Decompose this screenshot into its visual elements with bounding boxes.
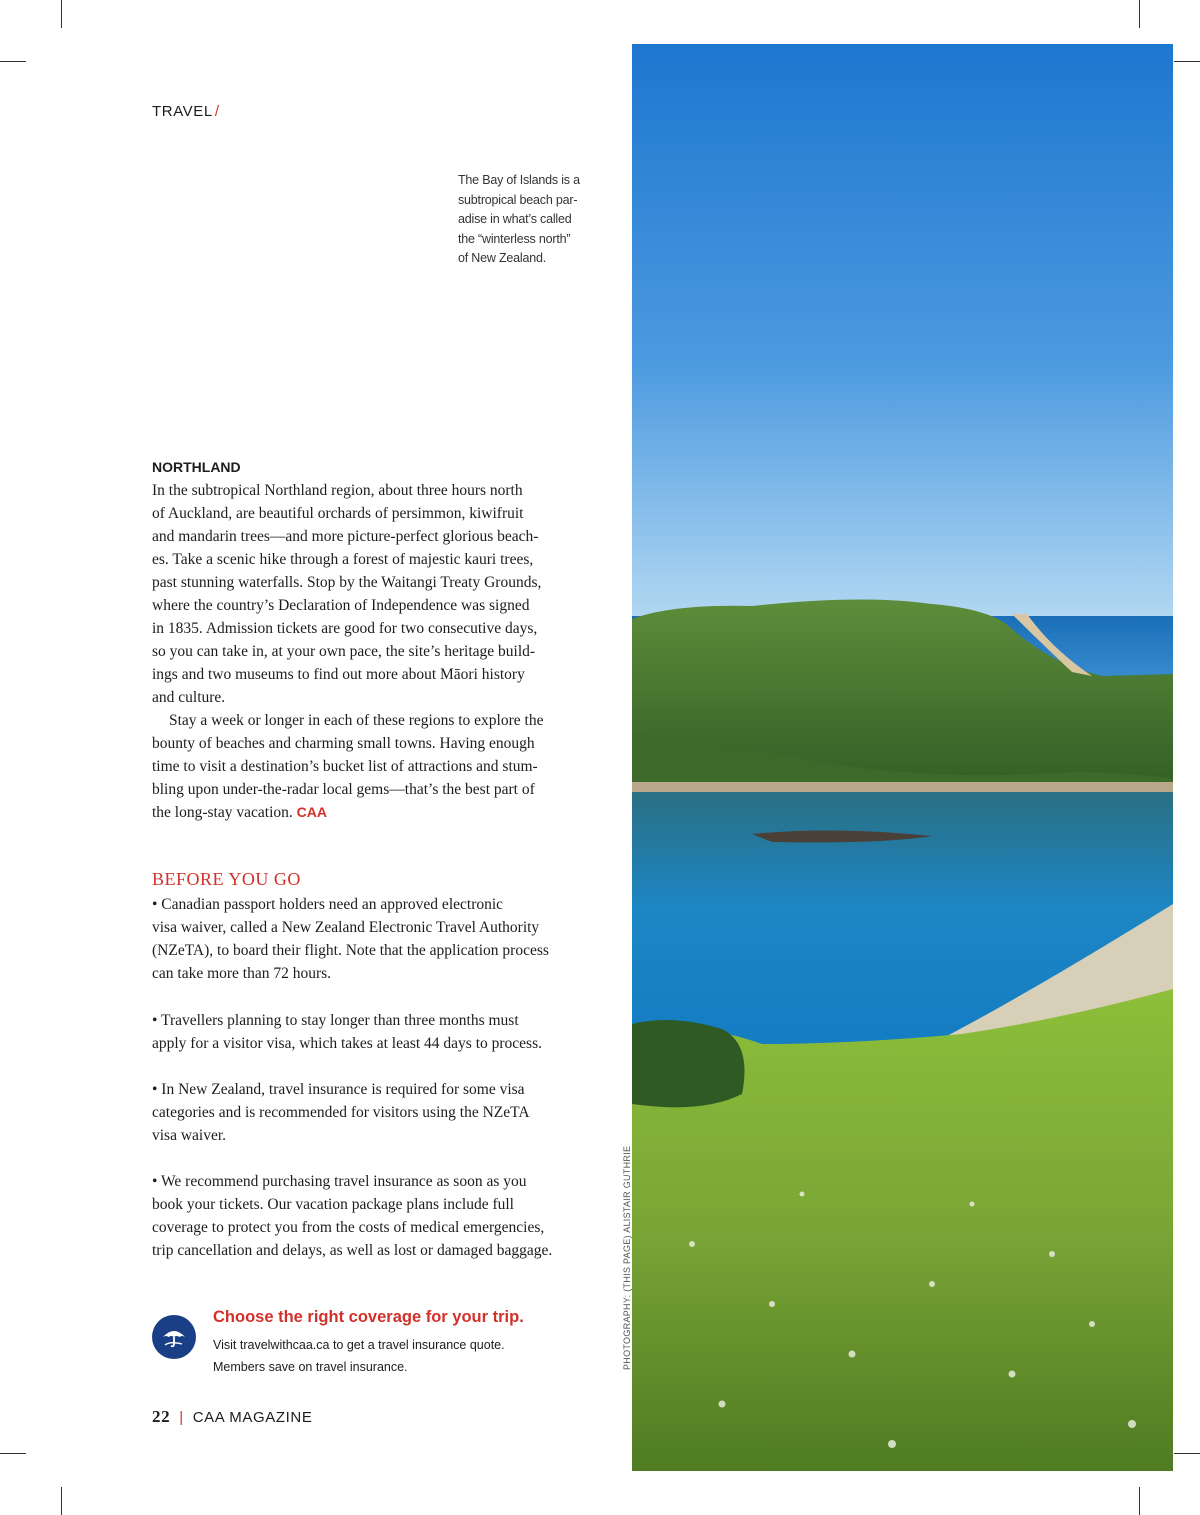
promo-line: Members save on travel insurance.	[213, 1360, 408, 1374]
before-you-go-item	[152, 893, 602, 985]
body-line: In the subtropical Northland region, about three hours north	[152, 482, 523, 499]
section-name: TRAVEL	[152, 103, 213, 120]
body-line: and mandarin trees—and more picture-perfect glorious beach-	[152, 528, 539, 545]
footer-divider: |	[179, 1409, 184, 1426]
caption-line: subtropical beach par-	[458, 192, 578, 207]
crop-mark	[61, 1487, 62, 1515]
before-you-go-heading: BEFORE YOU GO	[152, 869, 301, 889]
bay-of-islands-photo	[632, 44, 1173, 1471]
caption-line: of New Zealand.	[458, 251, 547, 265]
section-slash: /	[214, 103, 220, 120]
before-you-go-item	[152, 1009, 602, 1055]
caption-line: adise in what’s called	[458, 212, 572, 226]
crop-mark	[0, 61, 26, 62]
before-you-go-item	[152, 1170, 602, 1262]
body-line: • In New Zealand, travel insurance is required for some visa	[152, 1081, 525, 1098]
body-line: visa waiver.	[152, 1127, 227, 1144]
body-line: can take more than 72 hours.	[152, 965, 332, 982]
crop-mark	[1174, 61, 1200, 62]
before-you-go-item	[152, 1078, 602, 1147]
body-line: (NZeTA), to board their flight. Note that the application process	[152, 942, 549, 959]
body-line: categories and is recommended for visitors using the NZeTA	[152, 1104, 530, 1121]
northland-body	[152, 479, 602, 824]
caption-line: The Bay of Islands is a	[458, 173, 580, 187]
body-line: so you can take in, at your own pace, the site’s heritage build-	[152, 643, 536, 660]
body-line	[152, 801, 602, 824]
body-line: in 1835. Admission tickets are good for two consecutive days,	[152, 620, 538, 637]
crop-mark	[1139, 1487, 1140, 1515]
caa-end-mark: CAA	[296, 804, 327, 820]
body-line: of Auckland, are beautiful orchards of persimmon, kiwifruit	[152, 505, 524, 522]
body-line: es. Take a scenic hike through a forest of majestic kauri trees,	[152, 551, 534, 568]
body-line: bounty of beaches and charming small towns. Having enough	[152, 735, 535, 752]
crop-mark	[1139, 0, 1140, 28]
body-line: book your tickets. Our vacation package plans include full	[152, 1196, 514, 1213]
section-label	[152, 103, 220, 120]
body-line: time to visit a destination’s bucket list of attractions and stum-	[152, 758, 538, 775]
body-line: • We recommend purchasing travel insurance as soon as you	[152, 1173, 527, 1190]
body-line: ings and two museums to find out more about Māori history	[152, 666, 525, 683]
promo-line: Visit travelwithcaa.ca to get a travel insurance quote.	[213, 1338, 505, 1352]
page-footer	[152, 1407, 312, 1427]
photo-credit: PHOTOGRAPHY: (THIS PAGE) ALISTAIR GUTHRIE	[622, 1145, 632, 1370]
crop-mark	[1174, 1453, 1200, 1454]
body-line: and culture.	[152, 689, 226, 706]
body-line-text: the long-stay vacation.	[152, 804, 293, 821]
body-line: trip cancellation and delays, as well as lost or damaged baggage.	[152, 1242, 553, 1259]
magazine-name: CAA MAGAZINE	[192, 1409, 313, 1426]
promo-text	[213, 1334, 505, 1378]
photo-caption	[458, 171, 598, 269]
umbrella-icon	[152, 1315, 196, 1359]
body-line: visa waiver, called a New Zealand Electronic Travel Authority	[152, 919, 540, 936]
caption-line: the “winterless north”	[458, 231, 571, 246]
body-line: • Canadian passport holders need an approved electronic	[152, 896, 504, 913]
body-line: • Travellers planning to stay longer than three months must	[152, 1012, 519, 1029]
body-line: past stunning waterfalls. Stop by the Waitangi Treaty Grounds,	[152, 574, 542, 591]
body-line: Stay a week or longer in each of these regions to explore the	[169, 712, 544, 729]
crop-mark	[61, 0, 62, 28]
promo-title: Choose the right coverage for your trip.	[213, 1308, 524, 1326]
northland-heading: NORTHLAND	[152, 459, 241, 475]
page-number: 22	[152, 1407, 171, 1426]
body-line: bling upon under-the-radar local gems—that’s the best part of	[152, 781, 535, 798]
body-line: coverage to protect you from the costs of medical emergencies,	[152, 1219, 545, 1236]
crop-mark	[0, 1453, 26, 1454]
body-line: where the country’s Declaration of Independence was signed	[152, 597, 530, 614]
body-line: apply for a visitor visa, which takes at least 44 days to process.	[152, 1035, 542, 1052]
